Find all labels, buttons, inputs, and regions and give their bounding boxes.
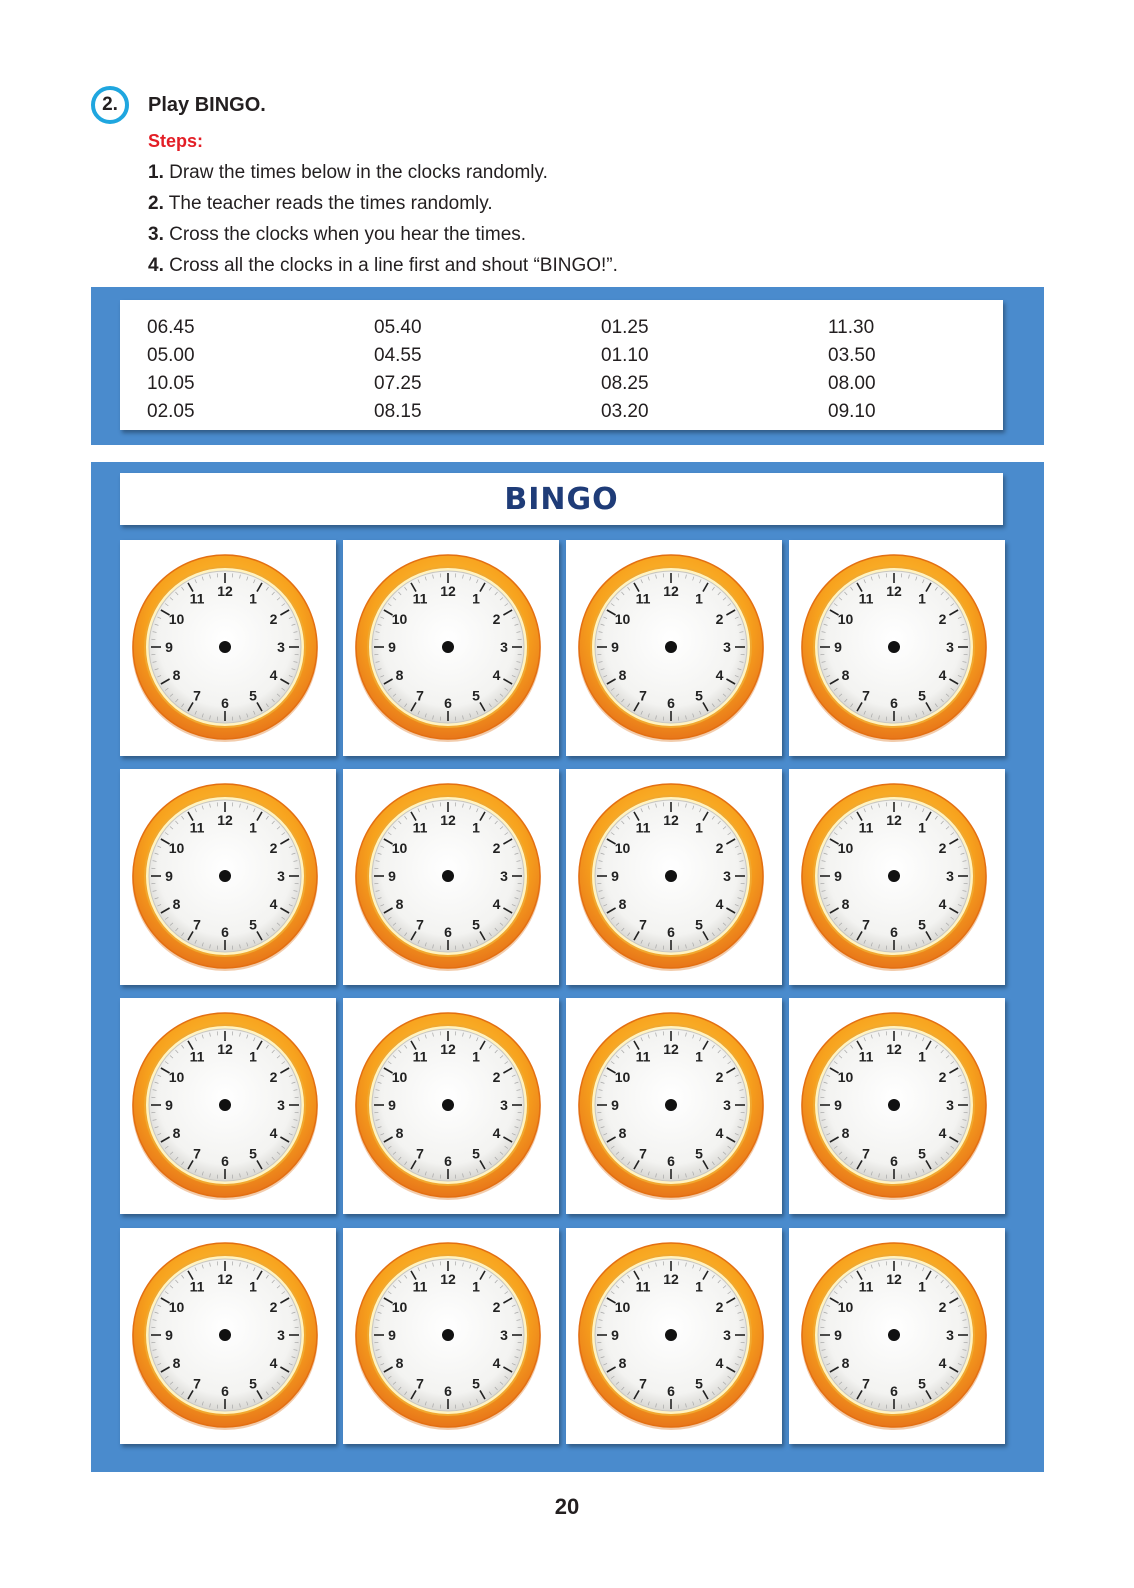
clock-number: 8: [841, 1125, 850, 1141]
clock-number: 8: [618, 1125, 627, 1141]
bingo-cell[interactable]: [789, 1228, 1005, 1444]
clock-number: 6: [221, 1153, 229, 1169]
clock-number: 5: [695, 916, 703, 933]
clock-number: 4: [715, 667, 724, 683]
clock-number: 4: [269, 1355, 278, 1371]
time-entry: 01.25: [601, 317, 649, 338]
clock-number: 10: [837, 840, 854, 856]
clock-number: 12: [886, 812, 902, 828]
clock-number: 8: [841, 667, 850, 683]
clock-number: 11: [858, 590, 874, 607]
clock-number: 12: [440, 1041, 456, 1057]
clock-number: 2: [938, 611, 947, 627]
clock-number: 9: [834, 1097, 842, 1113]
clock-number: 1: [472, 1278, 480, 1295]
clock-face-icon: [353, 1010, 543, 1200]
step-item: [148, 254, 618, 285]
clock-number: 11: [635, 1048, 651, 1065]
time-entry: 11.30: [828, 317, 875, 338]
clock-number: 4: [715, 1355, 724, 1371]
clock-number: 7: [193, 1375, 201, 1392]
clock-number: 11: [412, 819, 428, 836]
clock-number: 10: [837, 611, 854, 627]
clock-number: 1: [472, 590, 480, 607]
clock-number: 12: [886, 1041, 902, 1057]
clock-number: 10: [168, 1069, 185, 1085]
clock-number: 6: [221, 695, 229, 711]
bingo-cell[interactable]: [566, 540, 782, 756]
clock-number: 5: [695, 1145, 703, 1162]
clock-number: 1: [695, 590, 703, 607]
step-item: [148, 161, 618, 192]
bingo-cell[interactable]: [789, 998, 1005, 1214]
clock-number: 3: [723, 639, 731, 655]
clock-number: 11: [412, 1278, 428, 1295]
clock-number: 9: [165, 1097, 173, 1113]
bingo-cell[interactable]: [120, 1228, 336, 1444]
clock-number: 3: [946, 1327, 954, 1343]
clock-number: 7: [416, 1145, 424, 1162]
clock-number: 11: [635, 1278, 651, 1295]
clock-number: 3: [723, 868, 731, 884]
clock-number: 5: [472, 916, 480, 933]
clock-number: 4: [938, 1355, 947, 1371]
clock-number: 5: [249, 916, 257, 933]
clock-number: 2: [938, 1299, 947, 1315]
bingo-cell[interactable]: [343, 769, 559, 985]
clock-number: 2: [715, 1069, 724, 1085]
clock-number: 2: [492, 1299, 501, 1315]
clock-number: 5: [472, 1145, 480, 1162]
bingo-cell[interactable]: [789, 540, 1005, 756]
clock-number: 6: [667, 924, 675, 940]
clock-number: 1: [918, 819, 926, 836]
clock-number: 12: [663, 1041, 679, 1057]
clock-number: 3: [500, 1327, 508, 1343]
clock-face-icon: [130, 1010, 320, 1200]
time-entry: 08.25: [601, 373, 649, 394]
clock-number: 2: [715, 1299, 724, 1315]
clock-number: 2: [492, 840, 501, 856]
clock-number: 4: [492, 896, 501, 912]
clock-number: 5: [918, 916, 926, 933]
clock-face-icon: [576, 781, 766, 971]
clock-number: 5: [472, 687, 480, 704]
clock-number: 12: [217, 812, 233, 828]
clock-number: 11: [189, 819, 205, 836]
clock-number: 2: [269, 840, 278, 856]
clock-number: 5: [695, 687, 703, 704]
clock-number: 5: [249, 1375, 257, 1392]
time-entry: 03.20: [601, 401, 649, 422]
clock-number: 12: [886, 1271, 902, 1287]
clock-number: 7: [862, 916, 870, 933]
time-entry: 05.40: [374, 317, 422, 338]
clock-number: 3: [723, 1097, 731, 1113]
clock-number: 10: [168, 840, 185, 856]
clock-number: 8: [841, 896, 850, 912]
clock-number: 1: [918, 590, 926, 607]
clock-number: 7: [639, 916, 647, 933]
clock-number: 2: [715, 611, 724, 627]
clock-number: 1: [695, 1048, 703, 1065]
clock-number: 4: [938, 667, 947, 683]
clock-number: 8: [618, 896, 627, 912]
clock-number: 7: [862, 1145, 870, 1162]
clock-number: 10: [614, 840, 631, 856]
clock-face-icon: [799, 1240, 989, 1430]
clock-number: 1: [918, 1048, 926, 1065]
clock-number: 12: [440, 812, 456, 828]
clock-number: 2: [715, 840, 724, 856]
time-entry: 06.45: [147, 317, 195, 338]
clock-face-icon: [130, 1240, 320, 1430]
clock-number: 11: [189, 1278, 205, 1295]
clock-number: 6: [667, 695, 675, 711]
bingo-cell[interactable]: [566, 998, 782, 1214]
times-column: [601, 314, 649, 426]
clock-face-icon: [799, 1010, 989, 1200]
clock-number: 6: [667, 1153, 675, 1169]
clock-number: 8: [172, 1355, 181, 1371]
clock-number: 12: [440, 583, 456, 599]
time-entry: 10.05: [147, 373, 195, 394]
clock-number: 6: [890, 695, 898, 711]
clock-number: 2: [938, 840, 947, 856]
clock-number: 1: [918, 1278, 926, 1295]
clock-number: 10: [837, 1069, 854, 1085]
clock-number: 1: [249, 590, 257, 607]
clock-number: 9: [834, 868, 842, 884]
bingo-cell[interactable]: [120, 998, 336, 1214]
clock-number: 11: [858, 819, 874, 836]
step-number: 3.: [148, 224, 164, 245]
page-number: 20: [554, 1494, 580, 1519]
clock-number: 6: [444, 695, 452, 711]
clock-number: 5: [472, 1375, 480, 1392]
clock-number: 10: [391, 1299, 408, 1315]
clock-number: 3: [946, 639, 954, 655]
time-entry: 07.25: [374, 373, 422, 394]
clock-number: 6: [444, 1383, 452, 1399]
time-entry: 01.10: [601, 345, 649, 366]
clock-number: 7: [193, 687, 201, 704]
clock-number: 11: [635, 590, 651, 607]
clock-number: 4: [938, 896, 947, 912]
clock-number: 3: [500, 868, 508, 884]
clock-face-icon: [799, 552, 989, 742]
clock-number: 5: [918, 687, 926, 704]
clock-number: 9: [611, 868, 619, 884]
step-item: [148, 223, 618, 254]
time-entry: 08.15: [374, 401, 422, 422]
step-text: Cross the clocks when you hear the times.: [163, 224, 527, 245]
bingo-board: [91, 462, 1044, 1472]
bingo-cell[interactable]: [120, 540, 336, 756]
clock-number: 9: [611, 639, 619, 655]
bingo-cell[interactable]: [789, 769, 1005, 985]
clock-number: 1: [472, 819, 480, 836]
clock-number: 5: [918, 1375, 926, 1392]
bingo-cell[interactable]: [566, 769, 782, 985]
clock-number: 7: [862, 1375, 870, 1392]
clock-number: 4: [715, 896, 724, 912]
clock-number: 5: [249, 687, 257, 704]
bingo-cell[interactable]: [120, 769, 336, 985]
bingo-title: BINGO: [120, 473, 1003, 525]
clock-number: 1: [695, 1278, 703, 1295]
time-entry: 03.50: [828, 345, 876, 366]
clock-number: 2: [938, 1069, 947, 1085]
clock-number: 6: [444, 1153, 452, 1169]
step-item: [148, 192, 618, 223]
clock-face-icon: [576, 552, 766, 742]
clock-number: 6: [444, 924, 452, 940]
time-entry: 09.10: [828, 401, 876, 422]
clock-number: 1: [249, 1278, 257, 1295]
clock-face-icon: [576, 1240, 766, 1430]
task-title: Play BINGO.: [148, 94, 266, 116]
clock-number: 1: [472, 1048, 480, 1065]
clock-number: 10: [391, 611, 408, 627]
clock-number: 4: [269, 667, 278, 683]
clock-number: 11: [412, 1048, 428, 1065]
bingo-cell[interactable]: [343, 998, 559, 1214]
clock-number: 3: [277, 1327, 285, 1343]
clock-number: 4: [492, 1125, 501, 1141]
clock-number: 2: [269, 611, 278, 627]
clock-number: 7: [639, 687, 647, 704]
clock-number: 8: [172, 667, 181, 683]
clock-number: 9: [388, 868, 396, 884]
clock-face-icon: [353, 781, 543, 971]
clock-number: 5: [695, 1375, 703, 1392]
step-text: Draw the times below in the clocks randomly.: [163, 162, 548, 183]
step-text: Cross all the clocks in a line first and shout “BINGO!”.: [163, 255, 618, 276]
clock-number: 6: [667, 1383, 675, 1399]
clock-face-icon: [576, 1010, 766, 1200]
clock-number: 3: [277, 1097, 285, 1113]
clock-number: 8: [618, 1355, 627, 1371]
clock-number: 8: [395, 1125, 404, 1141]
clock-number: 4: [269, 1125, 278, 1141]
task-number-badge: [91, 86, 129, 124]
clock-number: 7: [193, 1145, 201, 1162]
times-column: [147, 314, 195, 426]
clock-number: 3: [500, 639, 508, 655]
clock-number: 7: [416, 687, 424, 704]
clock-number: 10: [614, 611, 631, 627]
step-number: 1.: [148, 162, 164, 183]
clock-number: 12: [663, 1271, 679, 1287]
clock-number: 11: [412, 590, 428, 607]
steps-list: [148, 161, 618, 285]
clock-number: 2: [492, 1069, 501, 1085]
clock-number: 12: [663, 812, 679, 828]
clock-number: 3: [277, 639, 285, 655]
clock-number: 12: [217, 1271, 233, 1287]
clock-number: 2: [492, 611, 501, 627]
clock-number: 8: [395, 667, 404, 683]
clock-number: 7: [416, 1375, 424, 1392]
clock-number: 7: [193, 916, 201, 933]
bingo-cell[interactable]: [566, 1228, 782, 1444]
bingo-cell[interactable]: [343, 1228, 559, 1444]
clock-number: 1: [249, 819, 257, 836]
clock-number: 8: [172, 1125, 181, 1141]
clock-number: 8: [172, 896, 181, 912]
clock-number: 10: [391, 1069, 408, 1085]
clock-number: 9: [388, 639, 396, 655]
clock-number: 9: [388, 1327, 396, 1343]
clock-number: 12: [440, 1271, 456, 1287]
clock-number: 8: [395, 1355, 404, 1371]
clock-number: 10: [168, 611, 185, 627]
step-number: 2.: [148, 193, 164, 214]
clock-number: 9: [165, 639, 173, 655]
clock-number: 5: [249, 1145, 257, 1162]
times-panel: [91, 287, 1044, 445]
times-column: [374, 314, 422, 426]
clock-number: 6: [890, 1153, 898, 1169]
clock-number: 11: [189, 1048, 205, 1065]
clock-number: 4: [492, 667, 501, 683]
clock-number: 10: [614, 1069, 631, 1085]
clock-number: 7: [416, 916, 424, 933]
times-box: [120, 300, 1003, 430]
clock-number: 9: [611, 1327, 619, 1343]
clock-number: 11: [635, 819, 651, 836]
clock-number: 3: [946, 1097, 954, 1113]
task-number: 2.: [102, 94, 118, 115]
clock-number: 7: [639, 1375, 647, 1392]
clock-number: 9: [165, 1327, 173, 1343]
clock-number: 6: [221, 1383, 229, 1399]
clock-number: 9: [611, 1097, 619, 1113]
clock-number: 7: [862, 687, 870, 704]
time-entry: 08.00: [828, 373, 876, 394]
time-entry: 04.55: [374, 345, 422, 366]
clock-number: 12: [663, 583, 679, 599]
clock-number: 9: [834, 1327, 842, 1343]
clock-number: 3: [500, 1097, 508, 1113]
clock-number: 6: [890, 924, 898, 940]
clock-number: 10: [168, 1299, 185, 1315]
clock-number: 11: [189, 590, 205, 607]
clock-number: 2: [269, 1299, 278, 1315]
clock-number: 4: [492, 1355, 501, 1371]
clock-number: 10: [391, 840, 408, 856]
clock-number: 9: [165, 868, 173, 884]
times-column: [828, 314, 876, 426]
clock-number: 2: [269, 1069, 278, 1085]
steps-label: Steps:: [148, 131, 204, 151]
clock-number: 12: [886, 583, 902, 599]
clock-number: 3: [277, 868, 285, 884]
clock-number: 12: [217, 583, 233, 599]
clock-number: 9: [834, 639, 842, 655]
clock-number: 5: [918, 1145, 926, 1162]
clock-number: 6: [890, 1383, 898, 1399]
clock-number: 10: [837, 1299, 854, 1315]
clock-number: 8: [841, 1355, 850, 1371]
clock-number: 10: [614, 1299, 631, 1315]
clock-number: 4: [269, 896, 278, 912]
clock-number: 3: [723, 1327, 731, 1343]
bingo-cell[interactable]: [343, 540, 559, 756]
clock-number: 1: [249, 1048, 257, 1065]
clock-number: 1: [695, 819, 703, 836]
step-number: 4.: [148, 255, 164, 276]
clock-number: 11: [858, 1048, 874, 1065]
clock-number: 7: [639, 1145, 647, 1162]
clock-number: 6: [221, 924, 229, 940]
clock-face-icon: [799, 781, 989, 971]
clock-number: 8: [395, 896, 404, 912]
step-text: The teacher reads the times randomly.: [163, 193, 493, 214]
clock-number: 4: [938, 1125, 947, 1141]
clock-number: 8: [618, 667, 627, 683]
time-entry: 05.00: [147, 345, 195, 366]
clock-face-icon: [130, 781, 320, 971]
clock-number: 3: [946, 868, 954, 884]
clock-face-icon: [353, 552, 543, 742]
clock-number: 12: [217, 1041, 233, 1057]
clock-face-icon: [130, 552, 320, 742]
clock-number: 4: [715, 1125, 724, 1141]
clock-number: 9: [388, 1097, 396, 1113]
time-entry: 02.05: [147, 401, 195, 422]
clock-number: 11: [858, 1278, 874, 1295]
clock-face-icon: [353, 1240, 543, 1430]
